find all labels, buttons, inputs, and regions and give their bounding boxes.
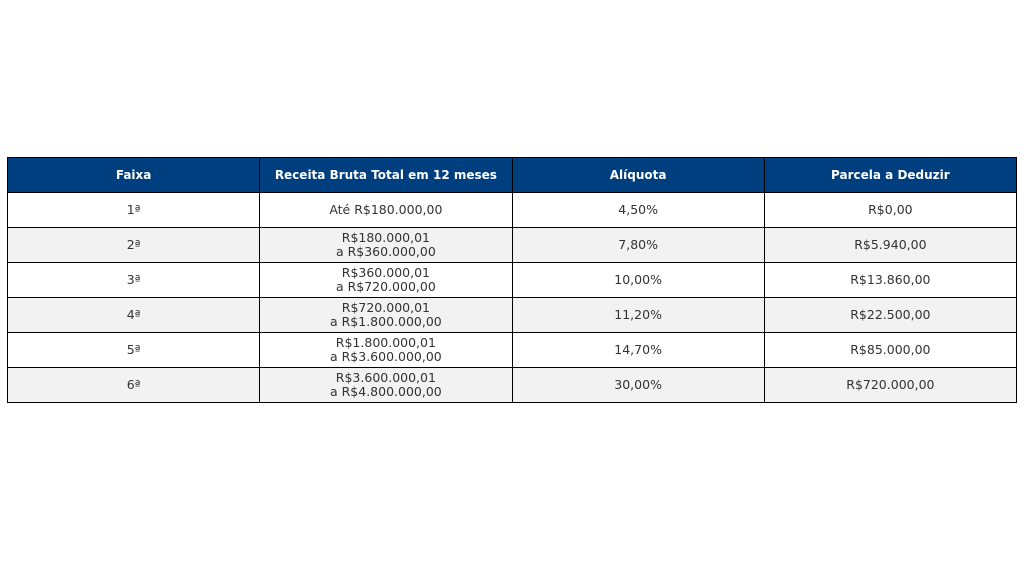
cell-receita-line: Até R$180.000,00 xyxy=(329,202,443,217)
cell-receita-line: a R$1.800.000,00 xyxy=(329,314,442,329)
table-header-row xyxy=(8,158,1017,193)
cell-receita-line: R$360.000,01 xyxy=(341,265,430,280)
cell-receita-line: a R$4.800.000,00 xyxy=(329,384,442,399)
cell-aliquota: 10,00% xyxy=(512,263,764,298)
cell-receita xyxy=(260,263,512,298)
cell-receita-line: R$3.600.000,01 xyxy=(335,370,436,385)
column-header-aliquota: Alíquota xyxy=(512,158,764,193)
cell-parcela-deduzir: R$5.940,00 xyxy=(764,228,1016,263)
cell-receita-line: R$1.800.000,01 xyxy=(335,335,436,350)
cell-aliquota: 11,20% xyxy=(512,298,764,333)
cell-aliquota: 14,70% xyxy=(512,333,764,368)
cell-receita xyxy=(260,228,512,263)
column-header-faixa: Faixa xyxy=(8,158,260,193)
cell-parcela-deduzir: R$720.000,00 xyxy=(764,368,1016,403)
cell-faixa: 6ª xyxy=(8,368,260,403)
table-row xyxy=(8,228,1017,263)
cell-parcela-deduzir: R$85.000,00 xyxy=(764,333,1016,368)
cell-aliquota: 30,00% xyxy=(512,368,764,403)
cell-receita-line: a R$3.600.000,00 xyxy=(329,349,442,364)
cell-parcela-deduzir: R$0,00 xyxy=(764,193,1016,228)
table-row xyxy=(8,333,1017,368)
cell-faixa: 4ª xyxy=(8,298,260,333)
cell-receita xyxy=(260,368,512,403)
column-header-parcela: Parcela a Deduzir xyxy=(764,158,1016,193)
cell-faixa: 5ª xyxy=(8,333,260,368)
cell-receita-line: R$180.000,01 xyxy=(341,230,430,245)
cell-faixa: 2ª xyxy=(8,228,260,263)
cell-faixa: 1ª xyxy=(8,193,260,228)
cell-aliquota: 7,80% xyxy=(512,228,764,263)
cell-receita-line: a R$720.000,00 xyxy=(335,279,436,294)
cell-parcela-deduzir: R$13.860,00 xyxy=(764,263,1016,298)
table-row xyxy=(8,193,1017,228)
cell-receita xyxy=(260,193,512,228)
tax-bracket-table xyxy=(7,157,1017,403)
table-row xyxy=(8,263,1017,298)
cell-receita-line: a R$360.000,00 xyxy=(335,244,436,259)
table-row xyxy=(8,368,1017,403)
table-row xyxy=(8,298,1017,333)
cell-parcela-deduzir: R$22.500,00 xyxy=(764,298,1016,333)
column-header-receita: Receita Bruta Total em 12 meses xyxy=(260,158,512,193)
table-body xyxy=(8,193,1017,403)
cell-receita xyxy=(260,298,512,333)
tax-table-container xyxy=(7,157,1017,403)
cell-receita xyxy=(260,333,512,368)
cell-receita-line: R$720.000,01 xyxy=(341,300,430,315)
cell-faixa: 3ª xyxy=(8,263,260,298)
cell-aliquota: 4,50% xyxy=(512,193,764,228)
